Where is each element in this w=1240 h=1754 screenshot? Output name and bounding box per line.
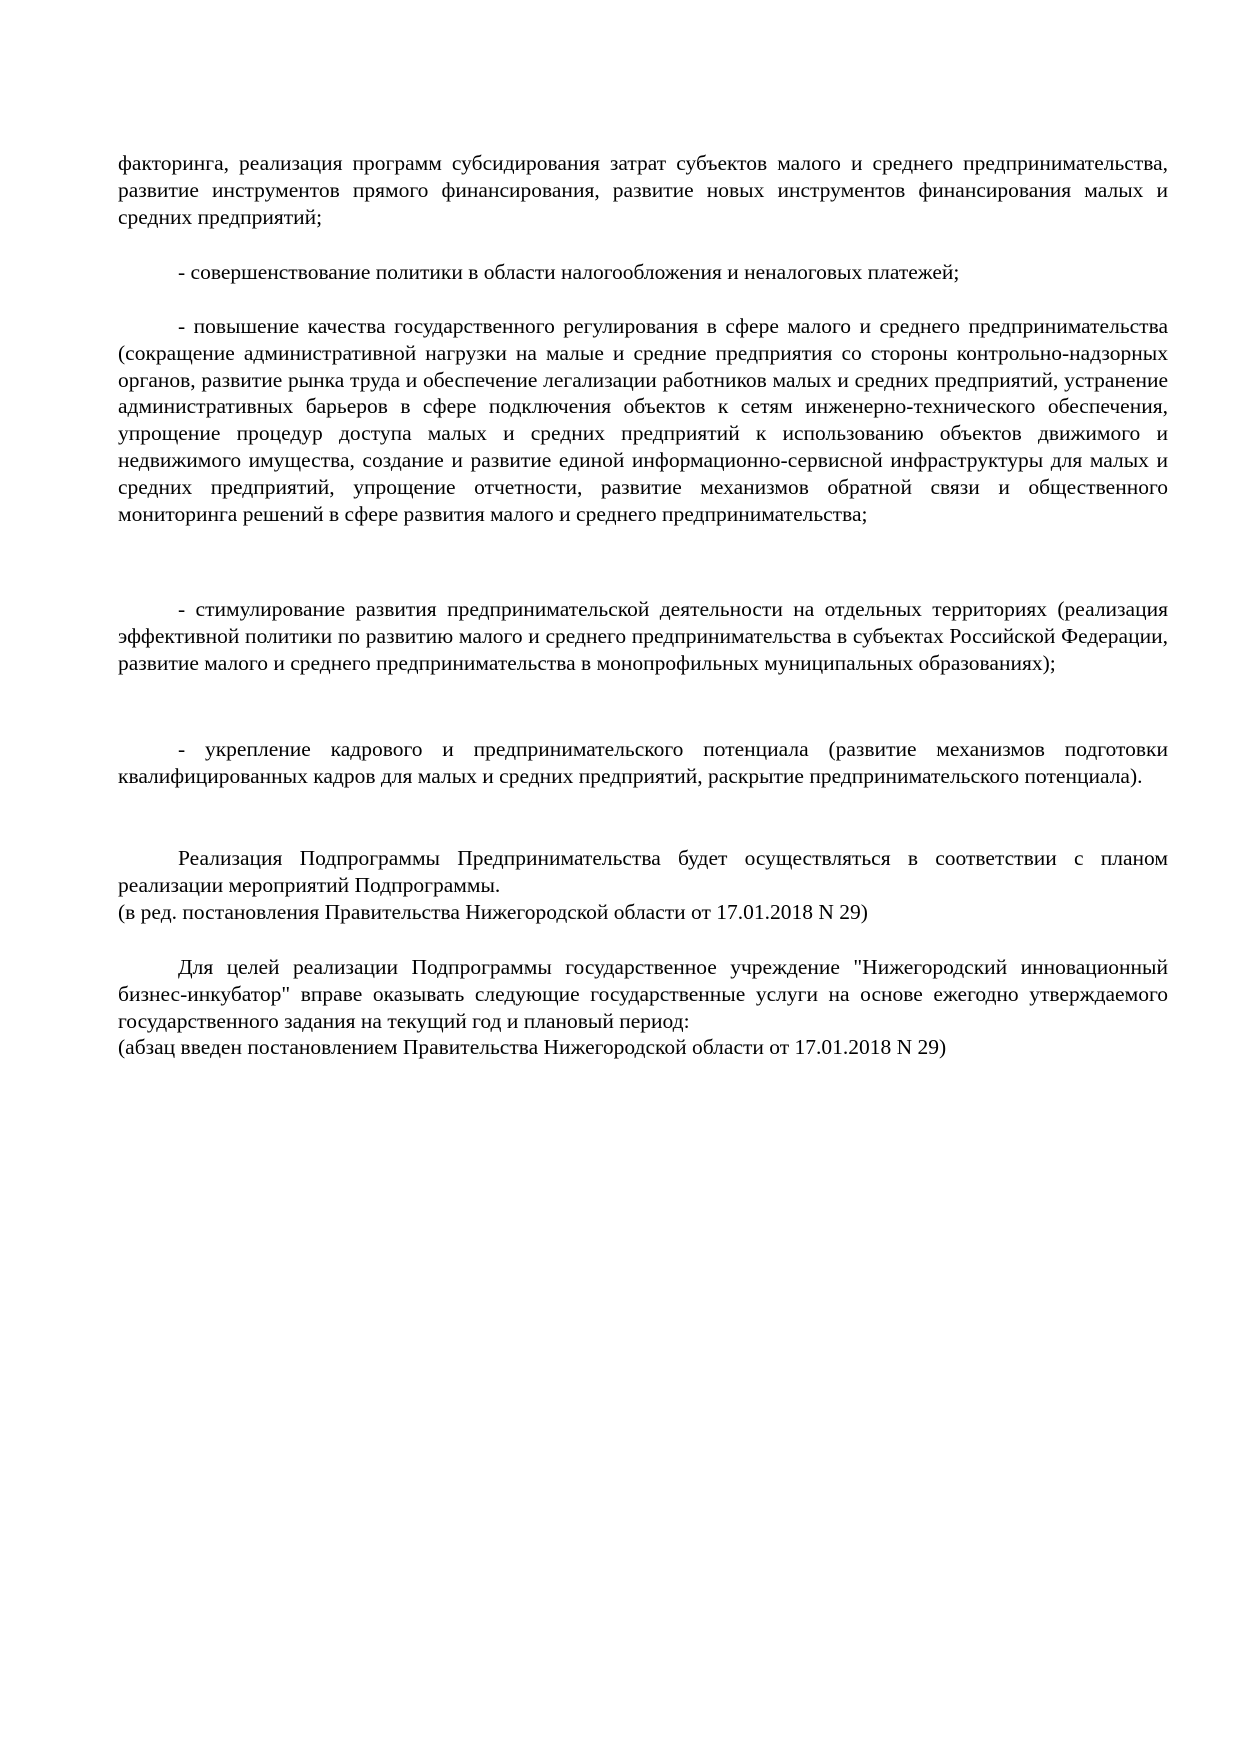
implementation-text: Реализация Подпрограммы Предпринимательства будет осуществляться в соответствии с планом реализации мероприятий Подпрограммы. bbox=[118, 846, 1168, 897]
paragraph-territories: - стимулирование развития предпринимательской деятельности на отдельных территориях (реализация эффективной политики по развитию малого и среднего предпринимательства в субъектах Российской Федерации, развитие малого и среднего предпринимательства в монопрофильных муниципальных образованиях); bbox=[118, 597, 1168, 675]
paragraph-business-incubator bbox=[118, 954, 1168, 1061]
business-incubator-text: Для целей реализации Подпрограммы государственное учреждение "Нижегородский инновационный бизнес-инкубатор" вправе оказывать следующие государственные услуги на основе ежегодно утверждаемого государственного задания на текущий год и плановый период: bbox=[118, 955, 1168, 1033]
paragraph-tax-policy: - совершенствование политики в области налогообложения и неналоговых платежей; bbox=[178, 260, 960, 284]
paragraph-financing-continuation: факторинга, реализация программ субсидирования затрат субъектов малого и среднего предпринимательства, развитие инструментов прямого финансирования, развитие новых инструментов финансирования малых и средних предприятий; bbox=[118, 151, 1168, 229]
amendment-note: (абзац введен постановлением Правительства Нижегородской области от 17.01.2018 N 29) bbox=[118, 1035, 947, 1060]
paragraph-implementation bbox=[118, 845, 1168, 925]
paragraph-state-regulation: - повышение качества государственного регулирования в сфере малого и среднего предпринимательства (сокращение административной нагрузки на малые и средние предприятия со стороны контрольно-надзорных органов, развитие рынка труда и обеспечение легализации работников малых и средних предприятий, устранение административных барьеров в сфере подключения объектов к сетям инженерно-технического обеспечения, упрощение процедур доступа малых и средних предприятий к использованию объектов движимого и недвижимого имущества, создание и развитие единой информационно-сервисной инфраструктуры для малых и средних предприятий, упрощение отчетности, развитие механизмов обратной связи и общественного мониторинга решений в сфере развития малого и среднего предпринимательства; bbox=[118, 314, 1168, 526]
amendment-note: (в ред. постановления Правительства Нижегородской области от 17.01.2018 N 29) bbox=[118, 899, 868, 924]
paragraph-personnel: - укрепление кадрового и предпринимательского потенциала (развитие механизмов подготовки квалифицированных кадров для малых и средних предприятий, раскрытие предпринимательского потенциала). bbox=[118, 737, 1168, 788]
